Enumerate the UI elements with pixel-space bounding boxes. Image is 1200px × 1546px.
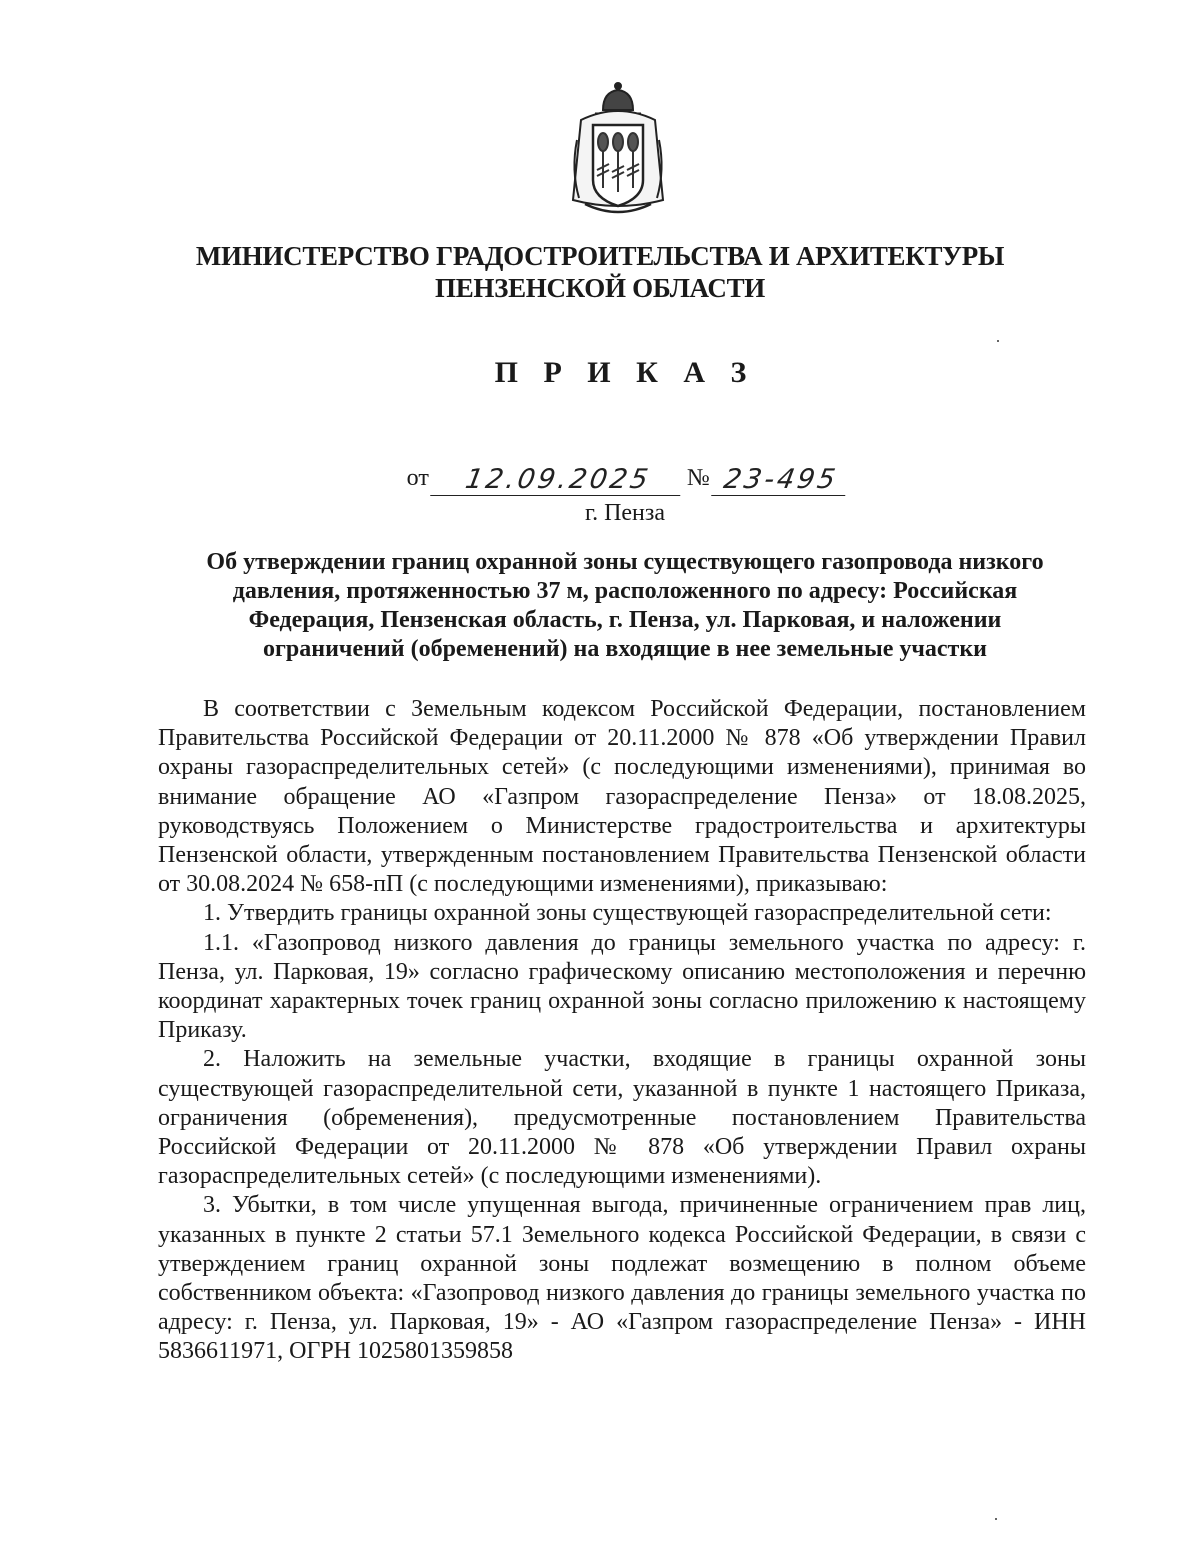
order-date-number-row: [0, 446, 1200, 496]
ministry-name-line1: МИНИСТЕРСТВО ГРАДОСТРОИТЕЛЬСТВА И АРХИТЕКТУРЫ: [195, 241, 1005, 271]
order-title: П Р И К А З: [494, 356, 756, 389]
coat-of-arms-icon: [563, 80, 673, 220]
order-body: [158, 695, 1086, 1367]
scan-speck: [995, 1518, 997, 1520]
ministry-name-line2: ПЕНЗЕНСКОЙ ОБЛАСТИ: [435, 273, 765, 303]
city: г. Пенза: [584, 500, 666, 526]
order-date-handwritten: 12.09.2025: [430, 464, 686, 496]
date-label: от: [406, 465, 429, 491]
order-number-handwritten: 23-495: [711, 464, 850, 496]
item-1-1-paragraph: 1.1. «Газопровод низкого давления до границы земельного участка по адресу: г. Пенза, ул. Парковая, 19» согласно графическому описанию местоположения и перечню координат характерных точек границ охранной зоны согласно приложению к настоящему Приказу.: [158, 929, 1086, 1044]
item-3-paragraph: 3. Убытки, в том числе упущенная выгода, причиненные ограничением прав лиц, указанных в пункте 2 статьи 57.1 Земельного кодекса Российской Федерации, в связи с утверждением границ охранной зоны подлежат возмещению в полном объеме собственником объекта: «Газопровод низкого давления до границы земельного участка по адресу: г. Пенза, ул. Парковая, 19» - АО «Газпром газораспределение Пенза» - ИНН 5836611971, ОГРН 1025801359858: [158, 1192, 1086, 1365]
preamble-paragraph: В соответствии с Земельным кодексом Российской Федерации, постановлением Правительства Российской Федерации от 20.11.2000 № 878 «Об утверждении Правил охраны газораспределительных сетей» (с последующими изменениями), принимая во внимание обращение АО «Газпром газораспределение Пенза» от 18.08.2025, руководствуясь Положением о Министерстве градостроительства и архитектуры Пензенской области, утвержденным постановлением Правительства Пензенской области от 30.08.2024 № 658-пП (с последующими изменениями), приказываю:: [158, 696, 1086, 898]
item-2-paragraph: 2. Наложить на земельные участки, входящие в границы охранной зоны существующей газораспределительной сети, указанной в пункте 1 настоящего Приказа, ограничения (обременения), предусмотренные постановлением Правительства Российской Федерации от 20.11.2000 № 878 «Об утверждении Правил охраны газораспределительных сетей» (с последующими изменениями).: [158, 1046, 1086, 1190]
item-1-paragraph: 1. Утвердить границы охранной зоны существующей газораспределительной сети:: [203, 900, 1052, 927]
order-subject: [150, 548, 1100, 664]
ministry-name: [0, 240, 1200, 304]
subject-line3: Федерация, Пензенская область, г. Пенза, ул. Парковая, и наложении: [248, 607, 1002, 633]
subject-line2: давления, протяженностью 37 м, расположенного по адресу: Российская: [232, 578, 1018, 604]
number-label: №: [686, 465, 710, 491]
subject-line1: Об утверждении границ охранной зоны существующего газопровода низкого: [206, 549, 1044, 575]
subject-line4: ограничений (обременений) на входящие в нее земельные участки: [263, 636, 987, 662]
scan-speck: [997, 340, 999, 342]
